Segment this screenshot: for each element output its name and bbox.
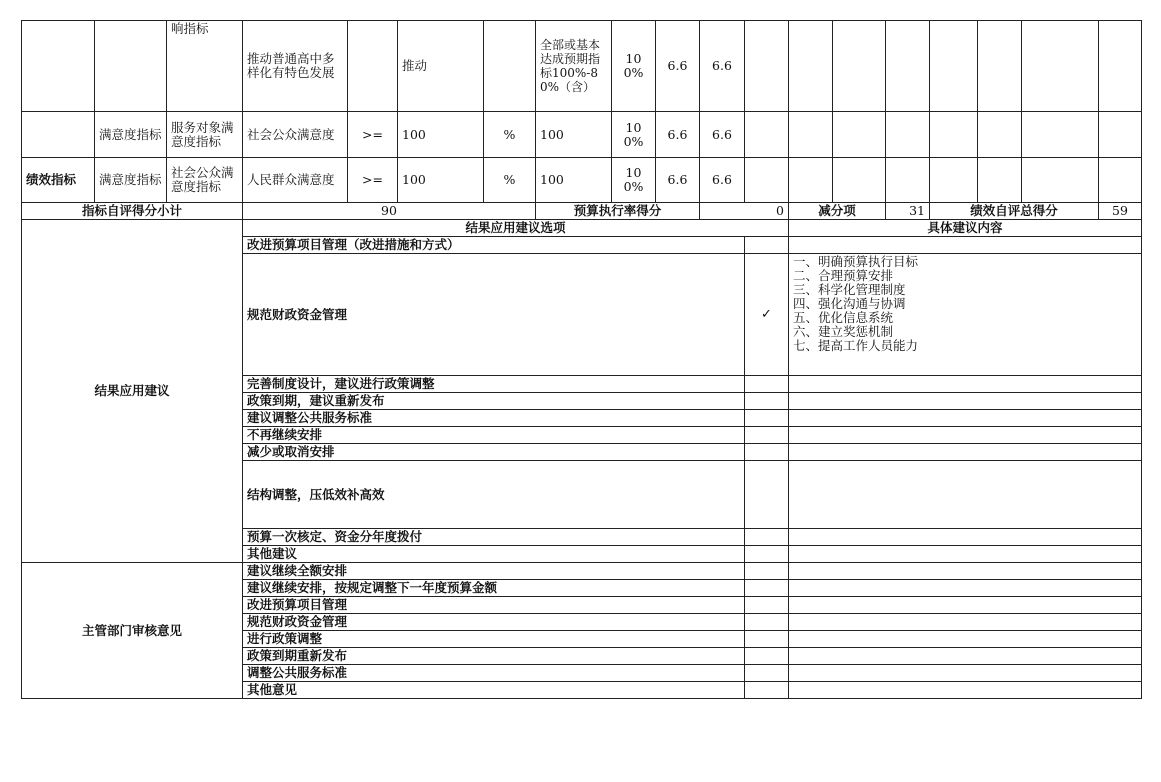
option-check[interactable]	[745, 376, 789, 393]
indicator-rate: 100%	[612, 21, 656, 112]
deduction-label: 减分项	[789, 203, 886, 220]
indicator-target: 100	[398, 112, 484, 158]
review-option-content	[789, 648, 1142, 665]
indicator-row	[22, 21, 1142, 112]
review-option-check[interactable]	[745, 563, 789, 580]
indicator-rate: 100%	[612, 112, 656, 158]
option-check[interactable]	[745, 427, 789, 444]
option-text: 改进预算项目管理（改进措施和方式）	[243, 237, 745, 254]
review-section-label: 主管部门审核意见	[22, 563, 243, 699]
option-text: 完善制度设计，建议进行政策调整	[243, 376, 745, 393]
option-content	[789, 427, 1142, 444]
indicator-level1	[22, 21, 95, 112]
suggestion-line: 四、强化沟通与协调	[793, 296, 906, 311]
indicator-unit	[484, 21, 536, 112]
empty-cell	[978, 158, 1022, 203]
budget-score-value: 0	[700, 203, 789, 220]
indicator-actual: 100	[536, 158, 612, 203]
indicator-unit: %	[484, 112, 536, 158]
option-content	[789, 254, 1142, 376]
total-score-value: 59	[1099, 203, 1142, 220]
empty-cell	[833, 21, 886, 112]
option-content	[789, 237, 1142, 254]
option-text: 减少或取消安排	[243, 444, 745, 461]
indicator-weight: 6.6	[656, 21, 700, 112]
indicator-weight: 6.6	[656, 112, 700, 158]
empty-cell	[789, 112, 833, 158]
review-option-content	[789, 614, 1142, 631]
indicator-weight: 6.6	[656, 158, 700, 203]
empty-cell	[745, 21, 789, 112]
option-check[interactable]: ✓	[745, 254, 789, 376]
review-option-text: 政策到期重新发布	[243, 648, 745, 665]
indicator-level1	[22, 112, 95, 158]
indicator-name: 人民群众满意度	[243, 158, 348, 203]
suggestion-line: 三、科学化管理制度	[793, 282, 906, 297]
budget-score-label: 预算执行率得分	[536, 203, 700, 220]
indicator-operator: >=	[348, 158, 398, 203]
empty-cell	[886, 158, 930, 203]
total-score-label: 绩效自评总得分	[930, 203, 1099, 220]
indicator-unit: %	[484, 158, 536, 203]
indicator-name: 社会公众满意度	[243, 112, 348, 158]
review-option-check[interactable]	[745, 580, 789, 597]
empty-cell	[1099, 158, 1142, 203]
option-text: 预算一次核定、资金分年度拨付	[243, 529, 745, 546]
review-option-text: 规范财政资金管理	[243, 614, 745, 631]
review-option-check[interactable]	[745, 597, 789, 614]
empty-cell	[1022, 158, 1099, 203]
option-text: 其他建议	[243, 546, 745, 563]
option-content	[789, 376, 1142, 393]
indicator-level2: 满意度指标	[95, 112, 167, 158]
indicator-level2: 满意度指标	[95, 158, 167, 203]
empty-cell	[886, 21, 930, 112]
indicator-level3: 响指标	[167, 21, 243, 112]
indicator-score: 6.6	[700, 158, 745, 203]
indicator-target: 推动	[398, 21, 484, 112]
option-content	[789, 393, 1142, 410]
options-header: 结果应用建议选项	[243, 220, 789, 237]
review-option-check[interactable]	[745, 631, 789, 648]
result-section-label: 结果应用建议	[22, 220, 243, 563]
review-option-check[interactable]	[745, 682, 789, 699]
review-option-content	[789, 580, 1142, 597]
indicator-operator	[348, 21, 398, 112]
indicator-actual: 100	[536, 112, 612, 158]
option-content	[789, 529, 1142, 546]
review-option-check[interactable]	[745, 648, 789, 665]
indicator-level2	[95, 21, 167, 112]
performance-evaluation-table	[21, 20, 1142, 699]
empty-cell	[789, 21, 833, 112]
option-text: 建议调整公共服务标准	[243, 410, 745, 427]
option-content	[789, 444, 1142, 461]
empty-cell	[745, 158, 789, 203]
indicator-name: 推动普通高中多样化有特色发展	[243, 21, 348, 112]
review-option-text: 建议继续安排，按规定调整下一年度预算金额	[243, 580, 745, 597]
option-check[interactable]	[745, 461, 789, 529]
empty-cell	[930, 112, 978, 158]
review-option-check[interactable]	[745, 665, 789, 682]
option-check[interactable]	[745, 444, 789, 461]
review-option-content	[789, 631, 1142, 648]
suggestion-line: 七、提高工作人员能力	[793, 338, 919, 353]
empty-cell	[886, 112, 930, 158]
summary-row	[22, 203, 1142, 220]
option-text: 不再继续安排	[243, 427, 745, 444]
deduction-value: 31	[886, 203, 930, 220]
empty-cell	[833, 158, 886, 203]
empty-cell	[789, 158, 833, 203]
option-check[interactable]	[745, 529, 789, 546]
empty-cell	[833, 112, 886, 158]
option-content	[789, 410, 1142, 427]
review-row	[22, 563, 1142, 580]
option-text: 规范财政资金管理	[243, 254, 745, 376]
empty-cell	[978, 21, 1022, 112]
option-check[interactable]	[745, 546, 789, 563]
option-content	[789, 546, 1142, 563]
suggestion-line: 六、建立奖惩机制	[793, 324, 894, 339]
indicator-level3: 服务对象满意度指标	[167, 112, 243, 158]
indicator-rate: 100%	[612, 158, 656, 203]
empty-cell	[978, 112, 1022, 158]
option-check[interactable]	[745, 410, 789, 427]
subtotal-label: 指标自评得分小计	[22, 203, 243, 220]
suggestion-line: 二、合理预算安排	[793, 268, 894, 283]
review-option-text: 其他意见	[243, 682, 745, 699]
review-option-text: 建议继续全额安排	[243, 563, 745, 580]
empty-cell	[930, 158, 978, 203]
empty-cell	[745, 112, 789, 158]
indicator-row	[22, 112, 1142, 158]
review-option-check[interactable]	[745, 614, 789, 631]
empty-cell	[1099, 112, 1142, 158]
empty-cell	[930, 21, 978, 112]
option-check[interactable]	[745, 237, 789, 254]
result-header-row	[22, 220, 1142, 237]
indicator-score: 6.6	[700, 21, 745, 112]
option-content	[789, 461, 1142, 529]
indicator-score: 6.6	[700, 112, 745, 158]
empty-cell	[1022, 21, 1099, 112]
indicator-target: 100	[398, 158, 484, 203]
suggestion-line: 五、优化信息系统	[793, 310, 894, 325]
review-option-content	[789, 682, 1142, 699]
review-option-text: 进行政策调整	[243, 631, 745, 648]
indicator-level3: 社会公众满意度指标	[167, 158, 243, 203]
review-option-text: 改进预算项目管理	[243, 597, 745, 614]
option-text: 政策到期，建议重新发布	[243, 393, 745, 410]
review-option-content	[789, 597, 1142, 614]
review-option-content	[789, 563, 1142, 580]
suggestion-line: 一、明确预算执行目标	[793, 254, 919, 269]
content-header: 具体建议内容	[789, 220, 1142, 237]
subtotal-value: 90	[243, 203, 536, 220]
indicator-row	[22, 158, 1142, 203]
empty-cell	[1099, 21, 1142, 112]
indicator-operator: >=	[348, 112, 398, 158]
review-option-content	[789, 665, 1142, 682]
option-text: 结构调整，压低效补高效	[243, 461, 745, 529]
indicator-actual: 全部或基本达成预期指标100%-80%（含）	[536, 21, 612, 112]
option-check[interactable]	[745, 393, 789, 410]
indicator-level1: 绩效指标	[22, 158, 95, 203]
empty-cell	[1022, 112, 1099, 158]
review-option-text: 调整公共服务标准	[243, 665, 745, 682]
